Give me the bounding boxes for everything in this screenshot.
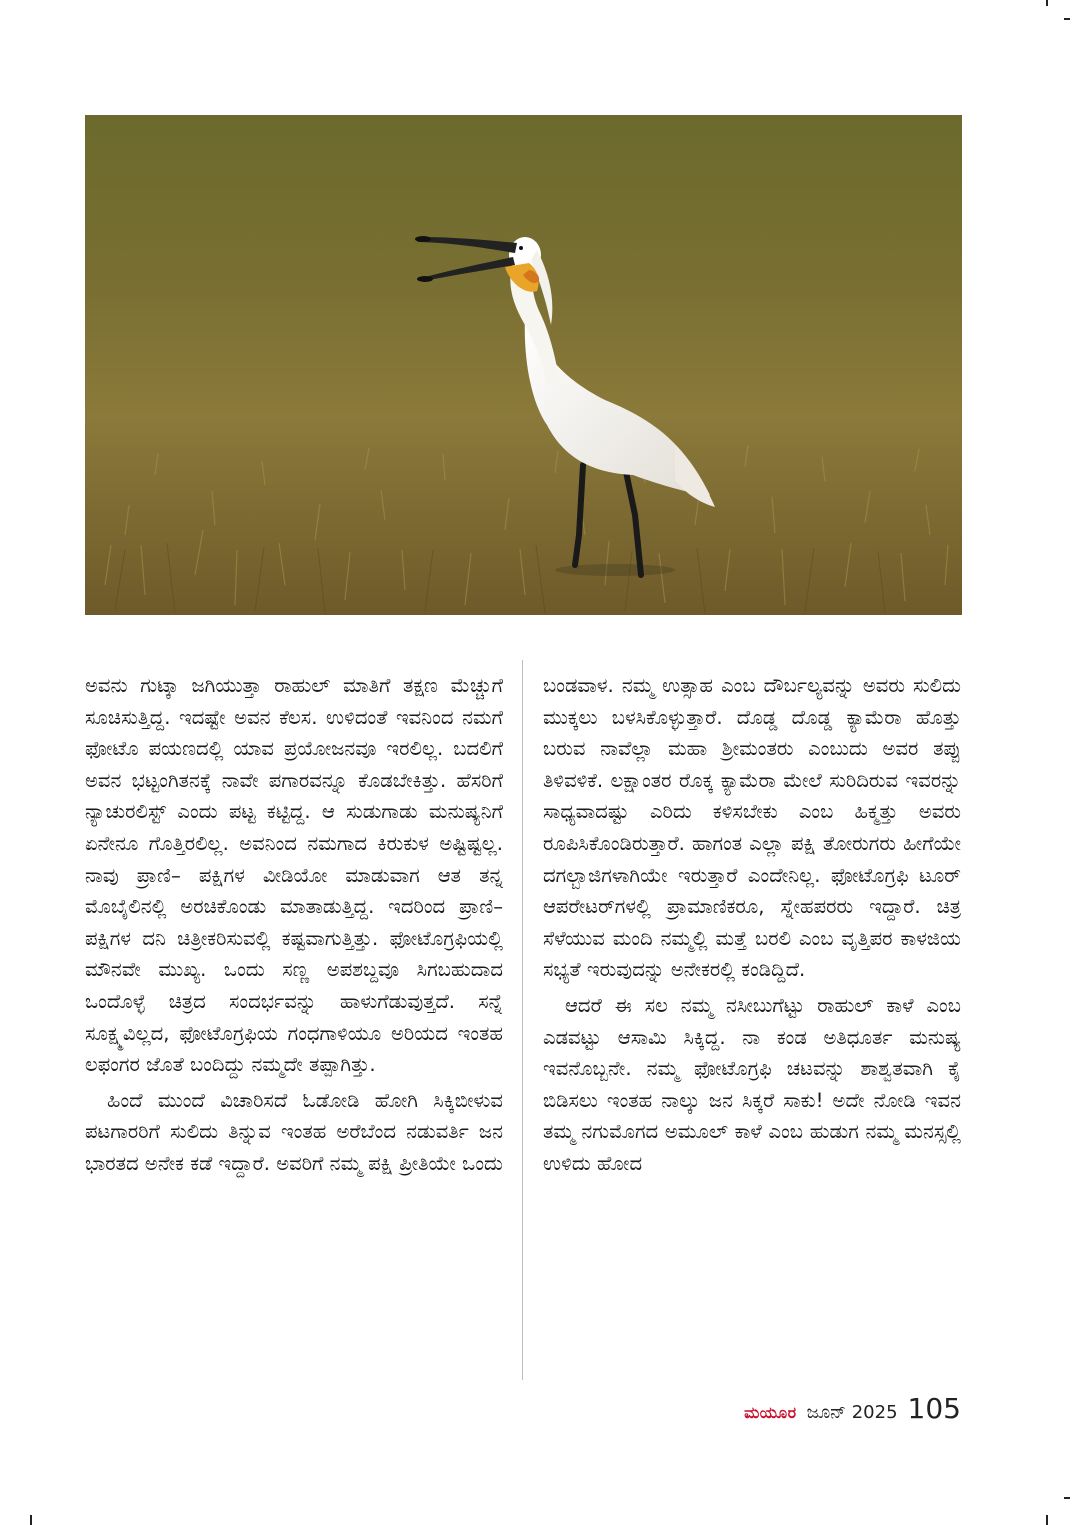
article-paragraph: ಆದರೆ ಈ ಸಲ ನಮ್ಮ ನಸೀಬುಗೆಟ್ಟು ರಾಹುಲ್ ಕಾಳೆ ಎಂಬ ಎಡವಟ್ಟು ಆಸಾಮಿ ಸಿಕ್ಕಿದ್ದ. ನಾ ಕಂಡ ಅತಿಧೂರ್ತ ಮನುಷ್ಯ ಇವನೊಬ್ಬನೇ. ನಮ್ಮ ಫೋಟೊಗ್ರಫಿ ಚಟವನ್ನು ಶಾಶ್ವತವಾಗಿ ಕೈ ಬಿಡಿಸಲು ಇಂತಹ ನಾಲ್ಕು ಜನ ಸಿಕ್ಕರೆ ಸಾಕು! ಅದೇ ನೋಡಿ ಇವನ ತಮ್ಮ ನಗುಮೊಗದ ಅಮೂಲ್ ಕಾಳೆ ಎಂಬ ಹುಡುಗ ನಮ್ಮ ಮನಸ್ಸಲ್ಲಿ ಉಳಿದು ಹೋದ: [543, 993, 961, 1175]
column-divider: [522, 660, 523, 1380]
article-column-right: [543, 670, 961, 1180]
crop-mark: [1064, 1497, 1070, 1499]
crop-mark: [30, 1515, 32, 1525]
crop-mark: [1046, 0, 1048, 6]
issue-date: ಜೂನ್ 2025: [806, 1402, 898, 1423]
page-number: 105: [907, 1392, 961, 1425]
article-paragraph: ಅವನು ಗುಟ್ಕಾ ಜಗಿಯುತ್ತಾ ರಾಹುಲ್ ಮಾತಿಗೆ ತಕ್ಷಣ ಮೆಚ್ಚುಗೆ ಸೂಚಿಸುತ್ತಿದ್ದ. ಇದಷ್ಟೇ ಅವನ ಕೆಲಸ. ಉಳಿದಂತೆ ಇವನಿಂದ ನಮಗೆ ಫೋಟೊ ಪಯಣದಲ್ಲಿ ಯಾವ ಪ್ರಯೋಜನವೂ ಇರಲಿಲ್ಲ. ಬದಲಿಗೆ ಅವನ ಭಟ್ಟಂಗಿತನಕ್ಕೆ ನಾವೇ ಪಗಾರವನ್ನೂ ಕೊಡಬೇಕಿತ್ತು. ಹೆಸರಿಗೆ ನ್ಯಾಚುರಲಿಸ್ಟ್ ಎಂದು ಪಟ್ಟ ಕಟ್ಟಿದ್ದ. ಆ ಸುಡುಗಾಡು ಮನುಷ್ಯನಿಗೆ ಏನೇನೂ ಗೊತ್ತಿರಲಿಲ್ಲ. ಅವನಿಂದ ನಮಗಾದ ಕಿರುಕುಳ ಅಷ್ಟಿಷ್ಟಲ್ಲ. ನಾವು ಪ್ರಾಣಿ– ಪಕ್ಷಿಗಳ ವೀಡಿಯೋ ಮಾಡುವಾಗ ಆತ ತನ್ನ ಮೊಬೈಲಿನಲ್ಲಿ ಅರಚಿಕೊಂಡು ಮಾತಾಡುತ್ತಿದ್ದ. ಇದರಿಂದ ಪ್ರಾಣಿ– ಪಕ್ಷಿಗಳ ದನಿ ಚಿತ್ರೀಕರಿಸುವಲ್ಲಿ ಕಷ್ಟವಾಗುತ್ತಿತ್ತು. ಫೋಟೊಗ್ರಫಿಯಲ್ಲಿ ಮೌನವೇ ಮುಖ್ಯ. ಒಂದು ಸಣ್ಣ ಅಪಶಬ್ದವೂ ಸಿಗಬಹುದಾದ ಒಂದೊಳ್ಳೆ ಚಿತ್ರದ ಸಂದರ್ಭವನ್ನು ಹಾಳುಗೆಡುವುತ್ತದೆ. ಸನ್ನೆ ಸೂಕ್ಷ್ಮವಿಲ್ಲದ, ಫೋಟೊಗ್ರಫಿಯ ಗಂಧಗಾಳಿಯೂ ಅರಿಯದ ಇಂತಹ ಲಫಂಗರ ಜೊತೆ ಬಂದಿದ್ದು ನಮ್ಮದೇ ತಪ್ಪಾಗಿತ್ತು.: [85, 674, 503, 1077]
article-paragraph: ಬಂಡವಾಳ. ನಮ್ಮ ಉತ್ಸಾಹ ಎಂಬ ದೌರ್ಬಲ್ಯವನ್ನು ಅವರು ಸುಲಿದು ಮುಕ್ಕಲು ಬಳಸಿಕೊಳ್ಳುತ್ತಾರೆ. ದೊಡ್ಡ ದೊಡ್ಡ ಕ್ಯಾಮೆರಾ ಹೊತ್ತು ಬರುವ ನಾವೆಲ್ಲಾ ಮಹಾ ಶ್ರೀಮಂತರು ಎಂಬುದು ಅವರ ತಪ್ಪು ತಿಳಿವಳಿಕೆ. ಲಕ್ಷಾಂತರ ರೊಕ್ಕ ಕ್ಯಾಮೆರಾ ಮೇಲೆ ಸುರಿದಿರುವ ಇವರನ್ನು ಸಾಧ್ಯವಾದಷ್ಟು ಎರಿದು ಕಳಿಸಬೇಕು ಎಂಬ ಹಿಕ್ಮತ್ತು ಅವರು ರೂಪಿಸಿಕೊಂಡಿರುತ್ತಾರೆ. ಹಾಗಂತ ಎಲ್ಲಾ ಪಕ್ಷಿ ತೋರುಗರು ಹೀಗೆಯೇ ದಗಲ್ಬಾಜಿಗಳಾಗಿಯೇ ಇರುತ್ತಾರೆ ಎಂದೇನಿಲ್ಲ. ಫೋಟೊಗ್ರಫಿ ಟೂರ್ ಆಪರೇಟರ್‌ಗಳಲ್ಲಿ ಪ್ರಾಮಾಣಿಕರೂ, ಸ್ನೇಹಪರರು ಇದ್ದಾರೆ. ಚಿತ್ರ ಸೆಳೆಯುವ ಮಂದಿ ನಮ್ಮಲ್ಲಿ ಮತ್ತೆ ಬರಲಿ ಎಂಬ ವೃತ್ತಿಪರ ಕಾಳಜಿಯ ಸಭ್ಯತೆ ಇರುವುದನ್ನು ಅನೇಕರಲ್ಲಿ ಕಂಡಿದ್ದಿದೆ.: [543, 674, 961, 982]
crop-mark: [1046, 1515, 1048, 1525]
article-column-left: [85, 670, 503, 1180]
magazine-logo: ಮಯೂರ: [744, 1403, 797, 1422]
article-paragraph: ಹಿಂದೆ ಮುಂದೆ ವಿಚಾರಿಸದೆ ಓಡೋಡಿ ಹೋಗಿ ಸಿಕ್ಕಿಬೀಳುವ ಪಟಗಾರರಿಗೆ ಸುಲಿದು ತಿನ್ನುವ ಇಂತಹ ಅರೆಬೆಂದ ನಡುವರ್ತಿ ಜನ ಭಾರತದ ಅನೇಕ ಕಡೆ ಇದ್ದಾರೆ. ಅವರಿಗೆ ನಮ್ಮ ಪಕ್ಷಿ ಪ್ರೀತಿಯೇ ಒಂದು: [85, 1088, 503, 1175]
spoonbill-photo: [85, 115, 962, 615]
page-footer: [744, 1392, 961, 1425]
crop-mark: [1064, 18, 1070, 20]
